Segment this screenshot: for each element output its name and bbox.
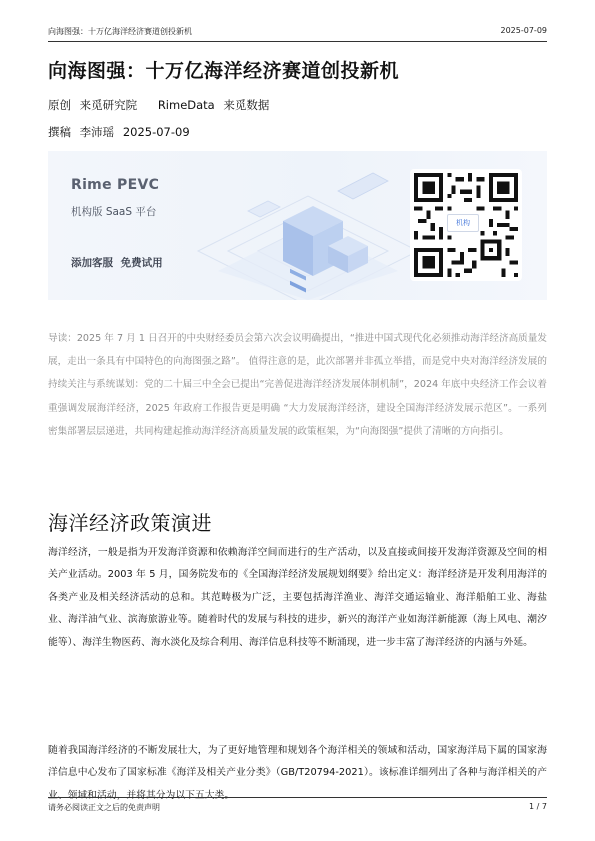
banner-cta[interactable] xyxy=(71,255,167,270)
source-brand-cn: 来觅数据 xyxy=(223,98,270,112)
byline-label: 撰稿 xyxy=(48,125,71,139)
banner-cta-secondary[interactable]: 免费试用 xyxy=(120,257,163,269)
banner-subtitle: 机构版 SaaS 平台 xyxy=(71,206,157,218)
section-heading: 海洋经济政策演进 xyxy=(48,511,212,535)
footer-disclaimer: 请务必阅读正文之后的免责声明 xyxy=(48,803,160,812)
article-source-line xyxy=(48,97,274,113)
page-number: 1 / 7 xyxy=(529,802,547,811)
original-tag: 原创 xyxy=(48,98,71,112)
body-paragraph-1: 海洋经济，一般是指为开发海洋资源和依赖海洋空间而进行的生产活动，以及直接或间接开发海洋资源及空间的相关产业活动。2003 年 5 月，国务院发布的《全国海洋经济发展规划纲要》给出定义：海洋经济是开发利用海洋的各类产业及相关经济活动的总和。其范畴极为广泛，主要包括海洋渔业、海洋交通运输业、海洋船舶工业、海盐业、海洋油气业、滨海旅游业等。随着时代的发展与科技的进步，新兴的海洋产业如海洋新能源（海上风电、潮汐能等）、海洋生物医药、海水淡化及综合利用、海洋信息科技等不断涌现，进一步丰富了海洋经济的内涵与外延。 xyxy=(48,547,547,648)
qr-code[interactable] xyxy=(410,169,522,281)
lead-paragraph: 导读：2025 年 7 月 1 日召开的中央财经委员会第六次会议明确提出，“推进中国式现代化必须推动海洋经济高质量发展，走出一条具有中国特色的向海图强之路”。 值得注意的是，此次部署并非孤立举措，而是党中央对海洋经济发展的持续关注与系统谋划：党的二十届三中全会已提出“完善促进海洋经济发展体制机制”，2024 年底中央经济工作会议着重强调发展海洋经济，2025 年政府工作报告更是明确 “大力发展海洋经济，建设全国海洋经济发展示范区”。一系列密集部署层层递进，共同构建起推动海洋经济高质量发展的政策框架，为“向海图强”提供了清晰的方向指引。 xyxy=(48,333,547,437)
article-byline xyxy=(48,124,195,140)
running-header-date: 2025-07-09 xyxy=(500,26,547,35)
body-paragraph-2: 随着我国海洋经济的不断发展壮大，为了更好地管理和规划各个海洋相关的领域和活动，国家海洋局下属的国家海洋信息中心发布了国家标准《海洋及相关产业分类》（GB/T20794-2021）。该标准详细列出了各种与海洋相关的产业、领域和活动，并将其分为以下五大类。 xyxy=(48,745,547,801)
banner-cta-primary[interactable]: 添加客服 xyxy=(71,257,113,269)
promo-banner[interactable] xyxy=(48,151,547,300)
source-brand: RimeData xyxy=(157,98,215,112)
qr-center-label: 机构 xyxy=(447,214,479,232)
isometric-platform-illustration xyxy=(188,151,428,300)
running-header-title: 向海图强：十万亿海洋经济赛道创投新机 xyxy=(48,27,192,36)
running-header xyxy=(48,26,547,42)
byline-date: 2025-07-09 xyxy=(122,125,190,139)
byline-author: 李沛瑶 xyxy=(79,125,115,139)
page-footer xyxy=(48,797,547,813)
article-title: 向海图强：十万亿海洋经济赛道创投新机 xyxy=(48,60,400,82)
source-org: 来觅研究院 xyxy=(79,98,138,112)
banner-brand: Rime PEVC xyxy=(71,177,160,193)
